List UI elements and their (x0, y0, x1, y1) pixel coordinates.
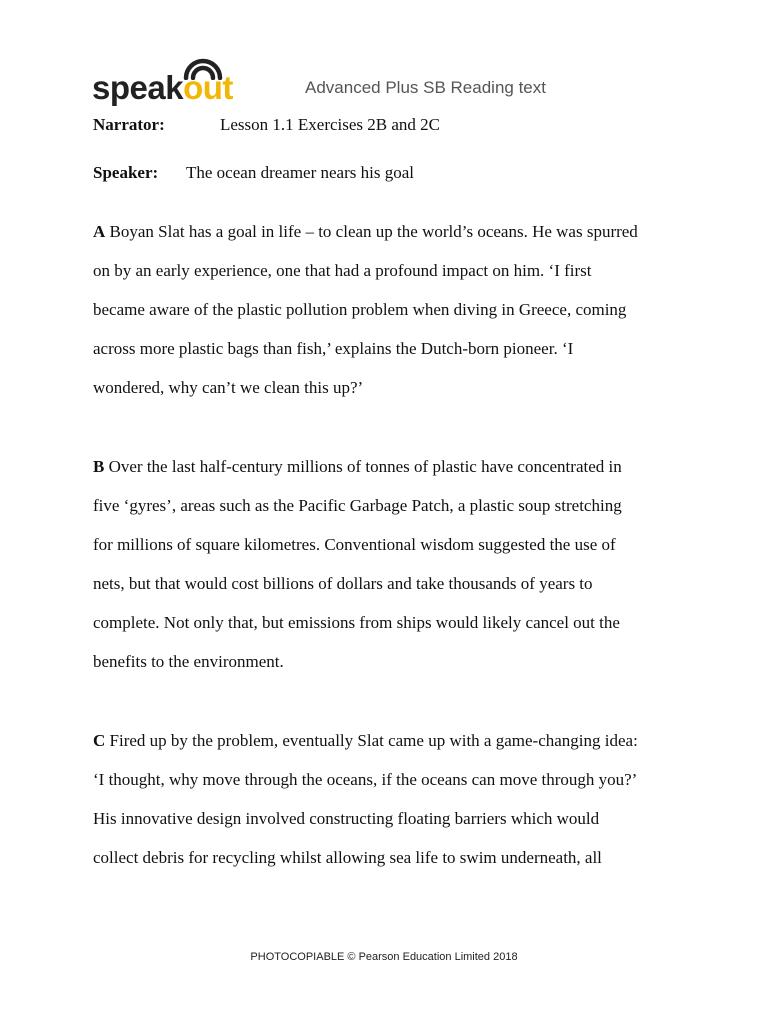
paragraph-line: five ‘gyres’, areas such as the Pacific Garbage Patch, a plastic soup stretching (93, 496, 622, 515)
speaker-value: The ocean dreamer nears his goal (186, 163, 414, 182)
narrator-value: Lesson 1.1 Exercises 2B and 2C (220, 115, 441, 134)
paragraph-line (93, 222, 638, 242)
page-footer: PHOTOCOPIABLE © Pearson Education Limited 2018 (250, 951, 518, 963)
logo-out: out (183, 69, 233, 106)
paragraph-line: across more plastic bags than fish,’ explains the Dutch-born pioneer. ‘I (93, 339, 574, 358)
paragraph-line (93, 731, 638, 751)
paragraph-line: nets, but that would cost billions of dollars and take thousands of years to (93, 574, 593, 593)
speaker-row (93, 163, 414, 183)
paragraph-line: on by an early experience, one that had a profound impact on him. ‘I first (93, 261, 592, 280)
paragraph-line: benefits to the environment. (93, 652, 284, 671)
paragraph-line-text: Boyan Slat has a goal in life – to clean up the world’s oceans. He was spurred (105, 222, 638, 241)
narrator-row (93, 115, 441, 135)
paragraph-line: for millions of square kilometres. Conventional wisdom suggested the use of (93, 535, 616, 554)
paragraph-line: collect debris for recycling whilst allowing sea life to swim underneath, all (93, 848, 602, 867)
paragraph-letter: C (93, 731, 106, 750)
page-header (92, 56, 692, 106)
paragraph-letter: B (93, 457, 105, 476)
narrator-label: Narrator: (93, 115, 165, 134)
paragraph-line-text: Fired up by the problem, eventually Slat came up with a game-changing idea: (105, 731, 638, 750)
paragraph-line: became aware of the plastic pollution problem when diving in Greece, coming (93, 300, 627, 319)
paragraph-line: complete. Not only that, but emissions from ships would likely cancel out the (93, 613, 620, 632)
paragraph-letter: A (93, 222, 106, 241)
logo-speak: speak (92, 69, 184, 106)
paragraph-line: His innovative design involved constructing floating barriers which would (93, 809, 600, 828)
speakout-logo (92, 56, 252, 106)
paragraph-line: ‘I thought, why move through the oceans, if the oceans can move through you?’ (93, 770, 638, 789)
speaker-label: Speaker: (93, 163, 159, 182)
header-subtitle: Advanced Plus SB Reading text (305, 78, 546, 97)
paragraph-line: wondered, why can’t we clean this up?’ (93, 378, 364, 397)
logo-text (92, 70, 233, 106)
paragraph-line (93, 457, 622, 477)
paragraph-line-text: Over the last half-century millions of tonnes of plastic have concentrated in (104, 457, 622, 476)
